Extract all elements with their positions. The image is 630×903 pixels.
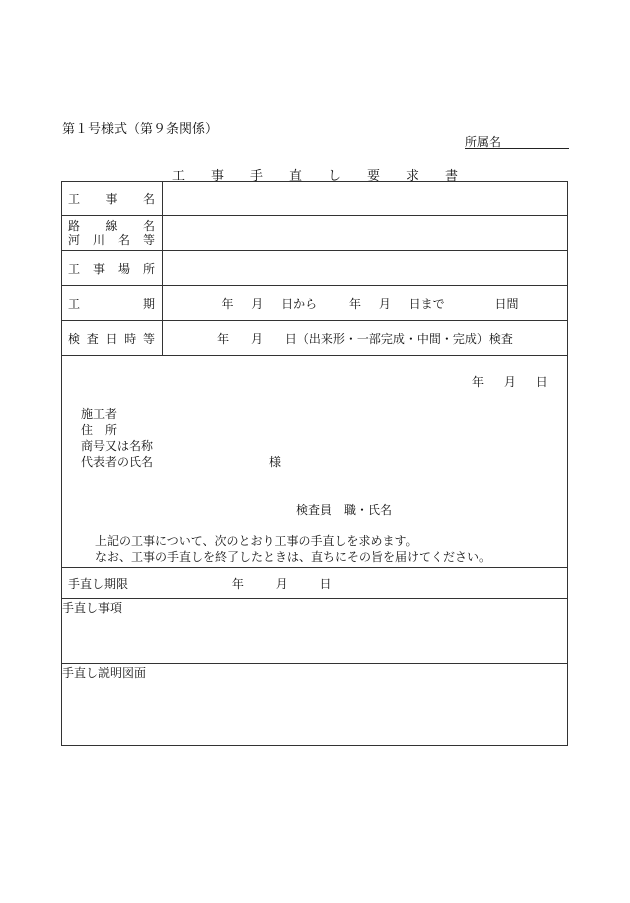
trade-name-label: 商号又は名称 — [81, 439, 154, 453]
value-inspection[interactable]: 年 月 日（出来形・一部完成・中間・完成）検査 — [163, 321, 568, 356]
row-deadline — [62, 568, 568, 599]
label-construction-name: 工 事 名 — [62, 182, 163, 216]
affiliation-label: 所属名 — [465, 135, 502, 149]
value-construction-name[interactable] — [163, 182, 568, 216]
label-route-river: 路 線 名 河 川 名 等 — [62, 216, 163, 251]
drawing-cell[interactable] — [62, 664, 568, 746]
deadline-label: 手直し期限 — [68, 576, 129, 591]
row-period — [62, 286, 568, 321]
representative-label: 代表者の氏名 — [81, 455, 154, 469]
row-drawing — [62, 664, 568, 746]
notice-message-1: 上記の工事について、次のとおり工事の手直しを求めます。 — [95, 534, 418, 548]
label-site: 工 事 場 所 — [62, 251, 163, 286]
notice-message-2: なお、工事の手直しを終了したときは、直ちにその旨を届けてください。 — [95, 550, 492, 564]
address-label: 住 所 — [81, 423, 118, 437]
form-number: 第１号様式（第９条関係） — [62, 122, 219, 137]
items-label: 手直し事項 — [62, 601, 123, 615]
notice-block — [62, 356, 568, 568]
honorific: 様 — [269, 455, 282, 469]
value-site[interactable] — [163, 251, 568, 286]
inspector-label: 検査員 職・氏名 — [296, 503, 393, 517]
items-cell[interactable] — [62, 599, 568, 664]
value-route-river[interactable] — [163, 216, 568, 251]
drawing-label: 手直し説明図面 — [62, 666, 147, 680]
row-items — [62, 599, 568, 664]
label-inspection: 検 査 日 時 等 — [62, 321, 163, 356]
value-period[interactable]: 年 月 日から 年 月 日まで 日間 — [163, 286, 568, 321]
deadline-cell[interactable]: 手直し期限 年 月 日 — [62, 568, 568, 599]
row-notice — [62, 356, 568, 568]
affiliation-underline — [465, 148, 569, 149]
label-period: 工 期 — [62, 286, 163, 321]
row-inspection — [62, 321, 568, 356]
contractor-label: 施工者 — [81, 407, 118, 421]
notice-date: 年 月 日 — [472, 375, 548, 389]
document-title: 工 事 手 直 し 要 求 書 — [171, 169, 459, 184]
row-construction-name — [62, 182, 568, 216]
row-site — [62, 251, 568, 286]
request-form-table — [61, 181, 568, 746]
row-route-river — [62, 216, 568, 251]
